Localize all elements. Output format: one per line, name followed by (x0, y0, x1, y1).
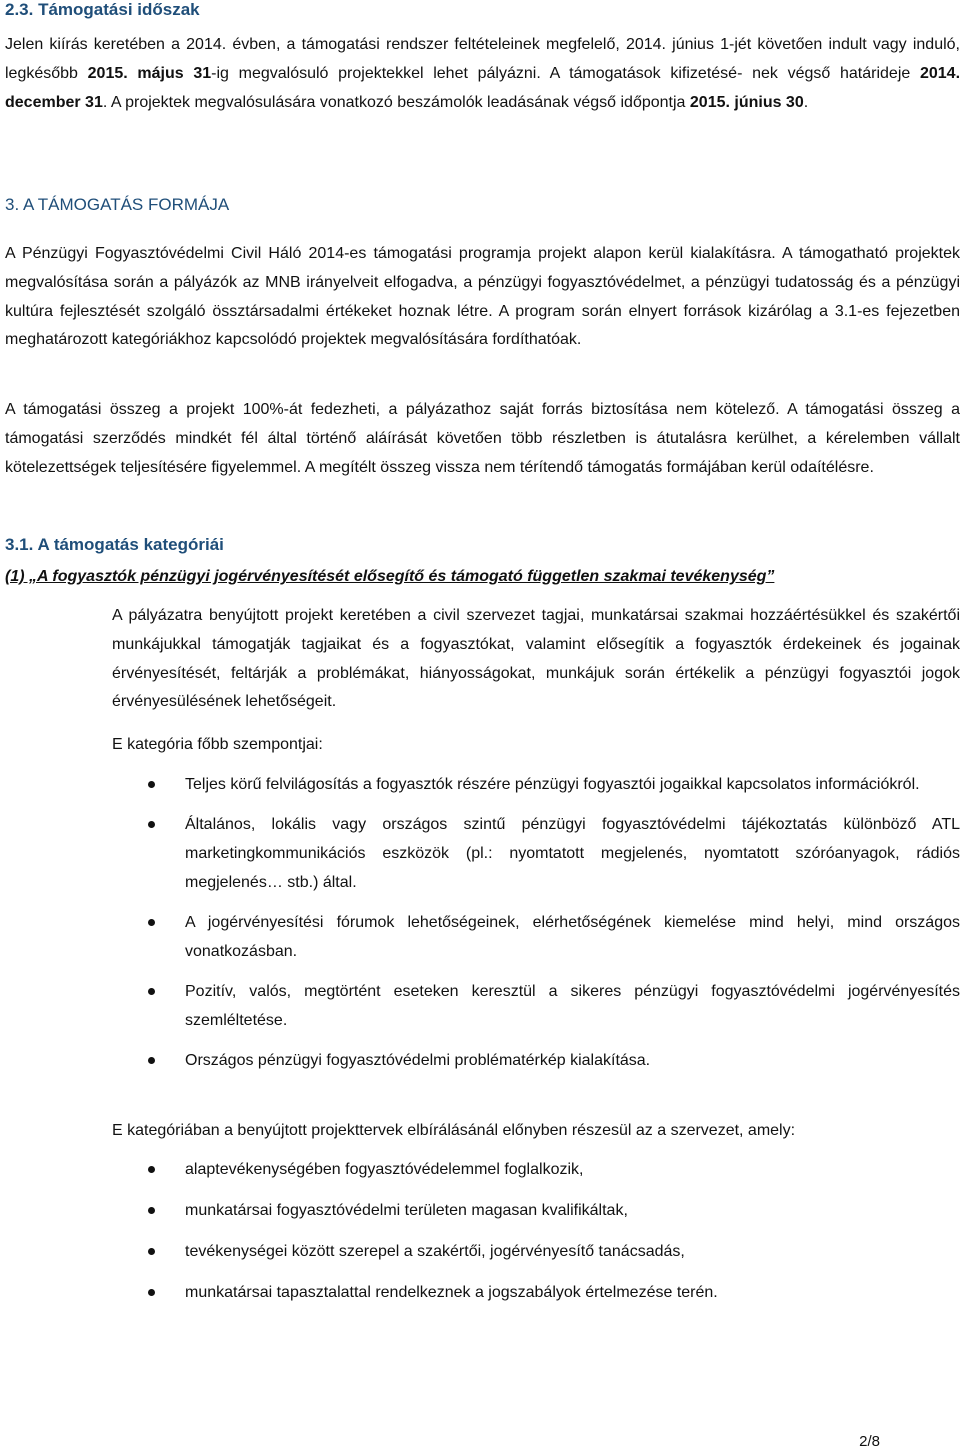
bullet-icon (148, 1207, 155, 1214)
bullet-icon (148, 1057, 155, 1064)
section-2-3-paragraph (5, 31, 960, 117)
list-item-text: Pozitív, valós, megtörtént eseteken keresztül a sikeres pénzügyi fogyasztóvédelmi jogérvényesítés szemléltetése. (185, 983, 960, 1029)
section-heading-3-1: 3.1. A támogatás kategóriái (5, 535, 224, 554)
bullet-icon (148, 1248, 155, 1255)
section-heading-3: 3. A TÁMOGATÁS FORMÁJA (5, 195, 230, 214)
list-item (0, 810, 960, 897)
list-item-text: Teljes körű felvilágosítás a fogyasztók részére pénzügyi fogyasztói jogaikkal kapcsolatos információkról. (185, 776, 920, 793)
list-item (0, 770, 960, 799)
payment-deadline-date: 2014. december 31 (5, 64, 960, 111)
report-deadline-date: 2015. június 30 (689, 93, 804, 111)
list-item-text: tevékenységei között szerepel a szakértői, jogérvényesítő tanácsadás, (185, 1243, 685, 1260)
text-line: Jelen kiírás keretében a 2014. évben, a támogatási rendszer feltételeinek megfelelő, 2014. június 1-jét követően (5, 36, 823, 53)
list-item (0, 1046, 960, 1075)
section-3-paragraph-1: A Pénzügyi Fogyasztóvédelmi Civil Háló 2014-es támogatási programja projekt alapon kerül kialakításra. A támogatható projektek megvalósítása során a pályázók az MNB irányelveit elfogadva, a pénzügyi fogyasztóvédelmet, a pénzügyi tudatosság és a pénzügyi kultúra fejlesztését szolgáló össztársadalmi értékeket hoznak létre. A program során elnyert források kizárólag a 3.1-es fejezetben meghatározott kategóriákhoz kapcsolódó projektek megvalósítására fordíthatóak. (5, 245, 960, 349)
deadline-date: 2015. május 31 (87, 64, 212, 82)
category-1-title: (1) „A fogyasztók pénzügyi jogérvényesítését elősegítő és támogató független szakmai tevékenység” (5, 568, 775, 585)
list-item (0, 1155, 960, 1184)
list-item-text: Országos pénzügyi fogyasztóvédelmi problématérkép kialakítása. (185, 1052, 651, 1069)
preference-label: E kategóriában a benyújtott projekttervek elbírálásánál előnyben részesül az a szervezet, amely: (112, 1122, 796, 1139)
list-item-text: A jogérvényesítési fórumok lehetőségeinek, elérhetőségének kiemelése mind helyi, mind országos vonatkozásban. (185, 914, 960, 960)
aspects-list (0, 770, 960, 1075)
list-item (0, 1237, 960, 1266)
list-item-text: Általános, lokális vagy országos szintű pénzügyi fogyasztóvédelmi tájékoztatás különböző ATL marketingkommunikációs eszközök (pl.: nyomtatott megjelenés, nyomtatott szóróanyagok, rádiós megjelenés… stb.) által. (185, 816, 960, 891)
list-item-text: munkatársai tapasztalattal rendelkeznek a jogszabályok értelmezése terén. (185, 1284, 718, 1301)
text-line: . (803, 93, 809, 111)
bullet-icon (148, 781, 155, 788)
bullet-icon (148, 988, 155, 995)
list-item (0, 1278, 960, 1307)
aspects-label: E kategória főbb szempontjai: (112, 736, 323, 753)
bullet-icon (148, 1166, 155, 1173)
text-line: időpontja (620, 93, 690, 111)
list-item (0, 977, 960, 1035)
text-line: nek végső határideje (752, 64, 920, 82)
section-3-paragraph-2: A támogatási összeg a projekt 100%-át fedezheti, a pályázathoz saját forrás biztosítása nem kötelező. A támogatási összeg a támogatási szerződés mindkét fél által történő aláírását követően több részletben is átutalásra kerülhet, a kérelemben vállalt kötelezettségek teljesítésére figyelemmel. A megítélt összeg vissza nem térítendő támogatás formájában kerül odaítélésre. (5, 401, 960, 476)
text-line: . A projektek megvalósulására vonatkozó beszámolók leadásának végső (102, 93, 617, 111)
page-number: 2/8 (859, 1433, 880, 1450)
bullet-icon (148, 821, 155, 828)
bullet-icon (148, 919, 155, 926)
text-line: -ig megvalósuló projektekkel lehet pályázni. A támogatások kifizetésé- (211, 64, 743, 82)
list-item (0, 908, 960, 966)
category-1-description: A pályázatra benyújtott projekt keretében a civil szervezet tagjai, munkatársai szakmai hozzáértésükkel és szakértői munkájukkal támogatják tagjaikat és a fogyasztókat, valamint elősegítik a fogyasztók érdekeinek és jogainak érvényesítését, feltárják a problémákat, hiányosságokat, munkájuk során értékelik a pénzügyi fogyasztói jogok érvényesülésének lehetőségeit. (112, 607, 960, 711)
text-line: indult vagy induló, legkésőbb (5, 36, 960, 82)
preferences-list (0, 1155, 960, 1307)
list-item (0, 1196, 960, 1225)
list-item-text: munkatársai fogyasztóvédelmi területen magasan kvalifikáltak, (185, 1202, 628, 1219)
bullet-icon (148, 1289, 155, 1296)
section-heading-2-3: 2.3. Támogatási időszak (5, 0, 200, 19)
list-item-text: alaptevékenységében fogyasztóvédelemmel foglalkozik, (185, 1161, 584, 1178)
